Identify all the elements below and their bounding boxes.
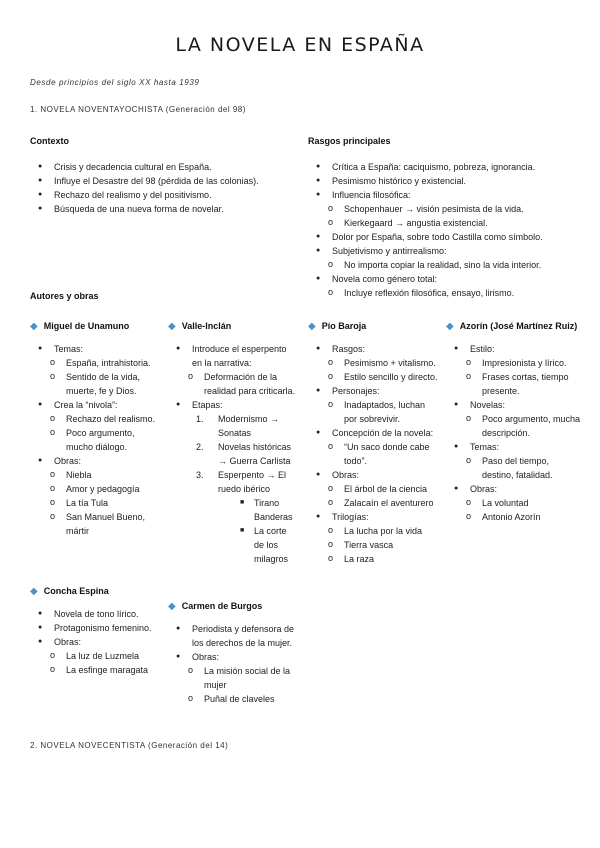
list-item: o Amor y pedagogía (30, 482, 158, 496)
list-item: o Poco argumento, mucho diálogo. (30, 426, 158, 454)
list-item: ● Trilogías: o La lucha por la vida o Tierra vasca o La raza (308, 510, 438, 566)
subtitle: Desde principios del siglo XX hasta 1939 (30, 78, 200, 87)
author-name: Miguel de Unamuno (43, 321, 130, 331)
list-item: ● Subjetivismo y antirrealismo: o No importa copiar la realidad, sino la vida interior. (308, 244, 593, 272)
list-item: ● Crisis y decadencia cultural en España. (30, 160, 300, 174)
list-item: 2. Novelas históricas → Guerra Carlista (196, 442, 292, 466)
list-item: ● Obras: o La misión social de la mujer o Puñal de claveles (168, 650, 298, 706)
unamuno-column (30, 319, 158, 538)
list-item: ● Crítica a España: caciquismo, pobreza, ignorancia. (308, 160, 593, 174)
list-item: 3. Esperpento → El ruedo ibérico ■ Tirano Banderas ■ La corte de los milagros (182, 468, 298, 566)
list-item: o El árbol de la ciencia (308, 482, 438, 496)
list-item: o Frases cortas, tiempo presente. (446, 370, 581, 398)
list-item: ● Búsqueda de una nueva forma de novelar. (30, 202, 300, 216)
list-item: o Antonio Azorín (446, 510, 581, 524)
list-item: o La misión social de la mujer (168, 664, 298, 692)
list-item: ● Obras: o La voluntad o Antonio Azorín (446, 482, 581, 524)
list-item: o Incluye reflexión filosófica, ensayo, lirismo. (308, 286, 593, 300)
list-item: ● Concepción de la novela: o “Un saco donde cabe todo”. (308, 426, 438, 468)
list-item: o Deformación de la realidad para criticarla. (168, 370, 298, 398)
list-item: o La raza (308, 552, 438, 566)
list-item: ● Novelas: o Poco argumento, mucha descripción. (446, 398, 581, 440)
contexto-list (30, 160, 300, 216)
list-item: ● Rasgos: o Pesimismo + vitalismo. o Estilo sencillo y directo. (308, 342, 438, 384)
list-item: ● Novela de tono lírico. (30, 607, 158, 621)
valle-column (168, 319, 298, 566)
rasgos-list (308, 160, 593, 300)
list-item: o La esfinge maragata (30, 663, 158, 677)
list-item: o Tierra vasca (308, 538, 438, 552)
list-item: ● Personajes: o Inadaptados, luchan por sobrevivir. (308, 384, 438, 426)
espina-column (30, 584, 158, 677)
autores-heading: Autores y obras (30, 291, 99, 301)
list-item: ● Introduce el esperpento en la narrativa: o Deformación de la realidad para criticarla. (168, 342, 298, 398)
section-heading-2: 2. NOVELA NOVECENTISTA (Generación del 14) (30, 741, 229, 750)
list-item: ● Estilo: o Impresionista y lírico. o Frases cortas, tiempo presente. (446, 342, 581, 398)
author-name: Pío Baroja (321, 321, 367, 331)
author-name: Concha Espina (43, 586, 109, 596)
list-item: ● Influencia filosófica: o Schopenhauer → visión pesimista de la vida. o Kierkegaard → angustia existencial. (308, 188, 593, 230)
author-name: Azorín (José Martínez Ruiz) (459, 321, 578, 331)
list-item: o La lucha por la vida (308, 524, 438, 538)
list-item: o San Manuel Bueno, mártir (30, 510, 158, 538)
list-item: o Pesimismo + vitalismo. (308, 356, 438, 370)
rasgos-heading: Rasgos principales (308, 136, 391, 146)
list-item: o Niebla (30, 468, 158, 482)
list-item: o Impresionista y lírico. (446, 356, 581, 370)
list-item: o Kierkegaard → angustia existencial. (308, 216, 593, 230)
list-item: ■ La corte de los milagros (218, 524, 298, 566)
section-heading-1: 1. NOVELA NOVENTAYOCHISTA (Generación del 98) (30, 105, 246, 114)
list-item: ● Protagonismo femenino. (30, 621, 158, 635)
author-name: Valle-Inclán (181, 321, 232, 331)
diamond-bullet-icon: ◆ (30, 586, 38, 597)
list-item: o La luz de Luzmela (30, 649, 158, 663)
list-item: o Estilo sencillo y directo. (308, 370, 438, 384)
list-item: o Inadaptados, luchan por sobrevivir. (308, 398, 438, 426)
list-item: o La tía Tula (30, 496, 158, 510)
list-item: ● Influye el Desastre del 98 (pérdida de las colonias). (30, 174, 300, 188)
list-item: ● Obras: o El árbol de la ciencia o Zalacaín el aventurero (308, 468, 438, 510)
azorin-column (446, 319, 581, 524)
list-item: o Rechazo del realismo. (30, 412, 158, 426)
diamond-bullet-icon: ◆ (168, 601, 176, 612)
diamond-bullet-icon: ◆ (30, 321, 38, 332)
list-item: o No importa copiar la realidad, sino la vida interior. (308, 258, 593, 272)
list-item: ● Dolor por España, sobre todo Castilla como símbolo. (308, 230, 593, 244)
list-item: o “Un saco donde cabe todo”. (308, 440, 438, 468)
burgos-column (168, 599, 298, 706)
list-item: ● Pesimismo histórico y existencial. (308, 174, 593, 188)
list-item: o España, intrahistoria. (30, 356, 158, 370)
list-item: ● Obras: o Niebla o Amor y pedagogía o La tía Tula o San Manuel Bueno, mártir (30, 454, 158, 538)
list-item: ● Crea la “nivola”: o Rechazo del realismo. o Poco argumento, mucho diálogo. (30, 398, 158, 454)
diamond-bullet-icon: ◆ (168, 321, 176, 332)
diamond-bullet-icon: ◆ (308, 321, 316, 332)
list-item: ● Temas: o España, intrahistoria. o Sentido de la vida, muerte, fe y Dios. (30, 342, 158, 398)
list-item: o Poco argumento, mucha descripción. (446, 412, 581, 440)
page-title: LA NOVELA EN ESPAÑA (175, 34, 425, 56)
list-item: o Schopenhauer → visión pesimista de la vida. (308, 202, 593, 216)
list-item: o Sentido de la vida, muerte, fe y Dios. (30, 370, 158, 398)
list-item: ● Temas: o Paso del tiempo, destino, fatalidad. (446, 440, 581, 482)
list-item: o La voluntad (446, 496, 581, 510)
list-item: 1. Modernismo → Sonatas (196, 414, 280, 438)
list-item: ■ Tirano Banderas (218, 496, 298, 524)
author-name: Carmen de Burgos (181, 601, 263, 611)
list-item: ● Etapas: 1. Modernismo → Sonatas 2. Novelas históricas → Guerra Carlista 3. Esperpento → El ruedo ibérico ■ Tirano Banderas ■ La corte de los milagros (168, 398, 298, 566)
list-item: o Puñal de claveles (168, 692, 298, 706)
list-item: ● Periodista y defensora de los derechos de la mujer. (168, 622, 298, 650)
list-item: ● Rechazo del realismo y del positivismo. (30, 188, 300, 202)
list-item: ● Obras: o La luz de Luzmela o La esfinge maragata (30, 635, 158, 677)
list-item: o Paso del tiempo, destino, fatalidad. (446, 454, 581, 482)
list-item: o Zalacaín el aventurero (308, 496, 438, 510)
diamond-bullet-icon: ◆ (446, 321, 454, 332)
list-item: ● Novela como género total: o Incluye reflexión filosófica, ensayo, lirismo. (308, 272, 593, 300)
baroja-column (308, 319, 438, 566)
contexto-heading: Contexto (30, 136, 69, 146)
